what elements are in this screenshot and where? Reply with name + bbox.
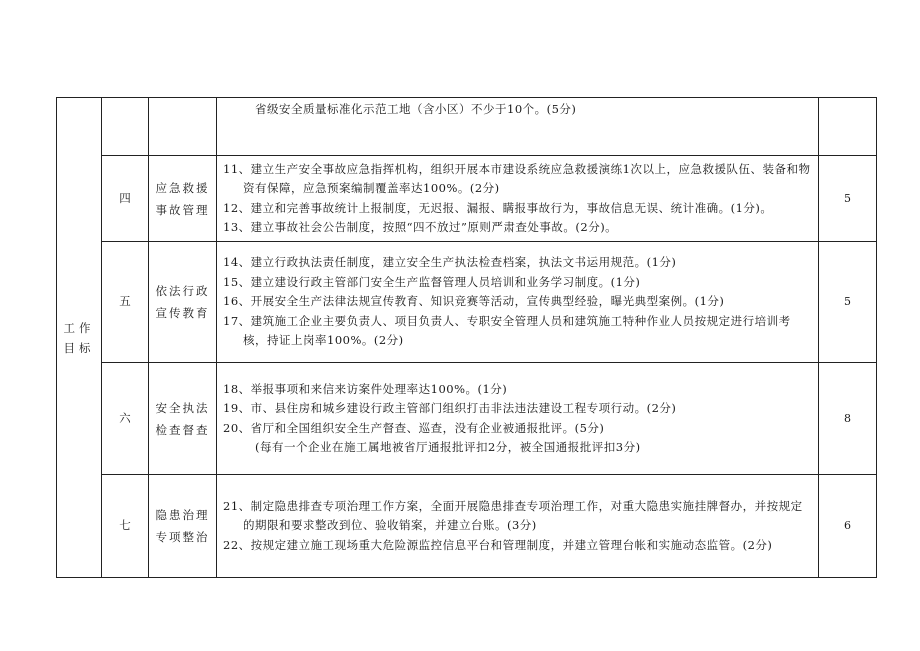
assessment-table bbox=[56, 97, 877, 578]
content-cell bbox=[217, 475, 819, 578]
content-cell bbox=[217, 242, 819, 363]
assessment-table-container bbox=[56, 97, 876, 577]
list-item: 20、省厅和全国组织安全生产督查、巡查，没有企业被通报批评。(5分) bbox=[223, 420, 605, 435]
section-title: 依法行政宣传教育 bbox=[149, 242, 217, 363]
list-item: 22、按规定建立施工现场重大危险源监控信息平台和管理制度，并建立管理台帐和实施动态监管。(2分) bbox=[223, 537, 773, 552]
title-cell-empty bbox=[149, 98, 217, 156]
list-item: 13、建立事故社会公告制度，按照“四不放过”原则严肃查处事故。(2分)。 bbox=[223, 220, 618, 234]
table-row bbox=[57, 475, 877, 578]
group-label: 工作目标 bbox=[63, 320, 95, 355]
section-score: 5 bbox=[819, 156, 877, 242]
number-cell-empty bbox=[102, 98, 149, 156]
list-item: (每有一个企业在施工属地被省厅通报批评扣2分，被全国通报批评扣3分) bbox=[255, 440, 641, 454]
section-number: 七 bbox=[102, 475, 149, 578]
content-cell bbox=[217, 98, 819, 156]
list-item: 17、建筑施工企业主要负责人、项目负责人、专职安全管理人员和建筑施工特种作业人员按规定进行培训考核，持证上岗率100%。(2分) bbox=[223, 313, 791, 348]
table-row bbox=[57, 242, 877, 363]
score-cell-empty bbox=[819, 98, 877, 156]
section-title: 安全执法检查督查 bbox=[149, 363, 217, 475]
section-score: 5 bbox=[819, 242, 877, 363]
section-score: 8 bbox=[819, 363, 877, 475]
list-item: 21、制定隐患排查专项治理工作方案，全面开展隐患排查专项治理工作，对重大隐患实施挂牌督办，并按规定的期限和要求整改到位、验收销案，并建立台账。(3分) bbox=[223, 498, 803, 533]
list-item: 16、开展安全生产法律法规宣传教育、知识竞赛等活动，宣传典型经验，曝光典型案例。(1分) bbox=[223, 294, 725, 309]
content-cell bbox=[217, 363, 819, 475]
section-title: 应急救援事故管理 bbox=[149, 156, 217, 242]
section-number: 六 bbox=[102, 363, 149, 475]
list-item: 12、建立和完善事故统计上报制度，无迟报、漏报、瞒报事故行为，事故信息无误、统计准确。(1分)。 bbox=[223, 200, 773, 215]
list-item: 15、建立建设行政主管部门安全生产监督管理人员培训和业务学习制度。(1分) bbox=[223, 274, 641, 289]
content-cell bbox=[217, 156, 819, 242]
section-number: 五 bbox=[102, 242, 149, 363]
section-number: 四 bbox=[102, 156, 149, 242]
table-row bbox=[57, 98, 877, 156]
table-row bbox=[57, 156, 877, 242]
list-item: 18、举报事项和来信来访案件处理率达100%。(1分) bbox=[223, 381, 508, 396]
group-label-cell bbox=[57, 98, 102, 578]
list-item: 11、建立生产安全事故应急指挥机构，组织开展本市建设系统应急救援演练1次以上，应急救援队伍、装备和物资有保障，应急预案编制覆盖率达100%。(2分) bbox=[223, 161, 811, 195]
section-title: 隐患治理专项整治 bbox=[149, 475, 217, 578]
list-item: 14、建立行政执法责任制度，建立安全生产执法检查档案，执法文书运用规范。(1分) bbox=[223, 255, 677, 270]
section-score: 6 bbox=[819, 475, 877, 578]
list-item: 19、市、县住房和城乡建设行政主管部门组织打击非法违法建设工程专项行动。(2分) bbox=[223, 401, 677, 415]
table-row bbox=[57, 363, 877, 475]
list-item: 省级安全质量标准化示范工地（含小区）不少于10个。(5分) bbox=[255, 102, 577, 116]
